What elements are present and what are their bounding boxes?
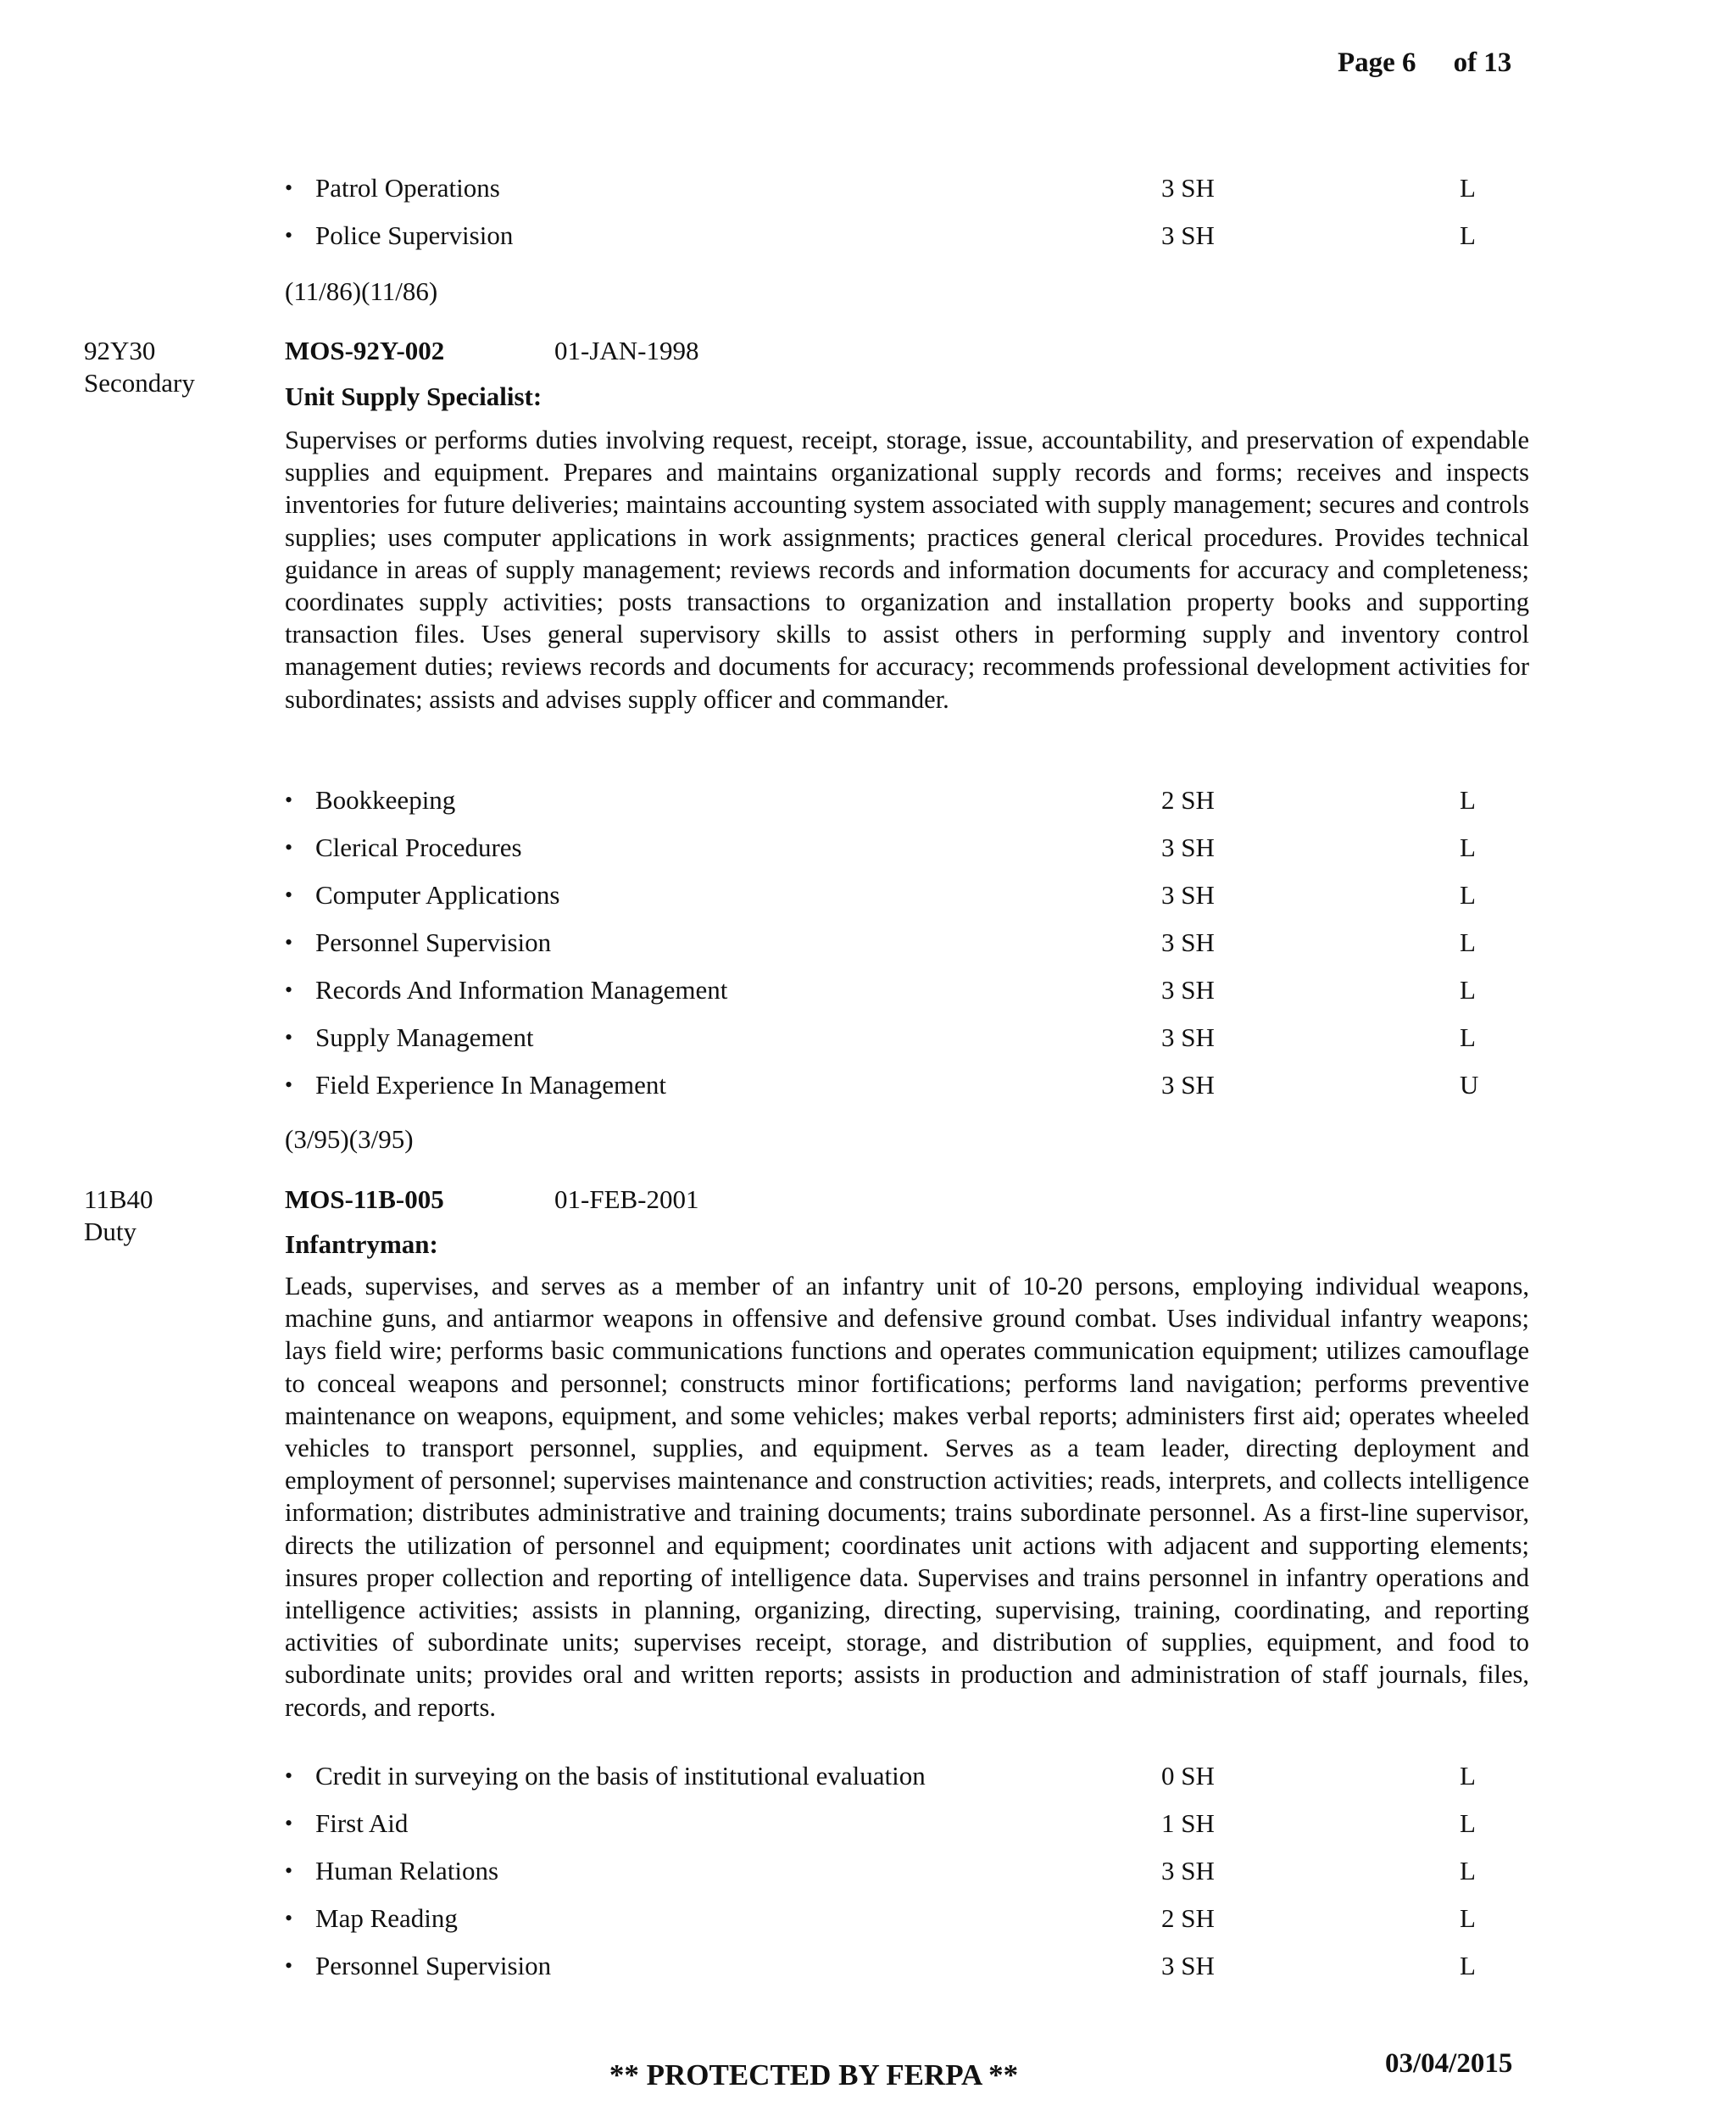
mos-date: 01-FEB-2001 <box>554 1184 699 1214</box>
course-level: L <box>1460 785 1476 815</box>
mos-description: Supervises or performs duties involving request, receipt, storage, issue, accountability, and preservation of expendable supplies and equipment. Prepares and maintains organizational supply records and forms; receives and inspects inventories for future deliveries; maintains accounting system associated with supply management; secures and controls supplies; uses computer applications in work assignments; practices general clerical procedures. Provides technical guidance in areas of supply management; reviews records and information documents for accuracy and completeness; coordinates supply activities; posts transactions to organization and installation property books and supporting transaction files. Uses general supervisory skills to assist others in performing supply and inventory control management duties; reviews records and documents for accuracy; recommends professional development activities for subordinates; assists and advises supply officer and commander. <box>285 426 1529 714</box>
bullet-icon: • <box>285 1953 293 1978</box>
bullet-icon: • <box>285 788 293 812</box>
course-name: Records And Information Management <box>315 975 728 1005</box>
course-name: First Aid <box>315 1808 409 1838</box>
course-hours: 3 SH <box>1161 833 1215 862</box>
mos-code-left: 11B40 <box>84 1184 153 1214</box>
bullet-icon: • <box>285 1811 293 1835</box>
course-name: Field Experience In Management <box>315 1070 667 1100</box>
course-name: Map Reading <box>315 1903 458 1933</box>
mos-title: Infantryman: <box>285 1229 438 1259</box>
course-name: Patrol Operations <box>315 173 500 203</box>
mos-type: Secondary <box>84 368 195 398</box>
course-name: Personnel Supervision <box>315 1951 552 1980</box>
course-level: L <box>1460 1903 1476 1933</box>
course-level: L <box>1460 173 1476 203</box>
course-level: L <box>1460 880 1476 910</box>
bullet-icon: • <box>285 1025 293 1050</box>
course-name: Credit in surveying on the basis of institutional evaluation <box>315 1761 926 1791</box>
course-level: U <box>1460 1070 1479 1100</box>
bullet-icon: • <box>285 977 293 1002</box>
course-level: L <box>1460 975 1476 1005</box>
footer-date: 03/04/2015 <box>1385 2048 1513 2079</box>
course-name: Supply Management <box>315 1022 534 1052</box>
mos-left-column <box>84 335 195 399</box>
course-hours: 3 SH <box>1161 1951 1215 1980</box>
course-level: L <box>1460 1951 1476 1980</box>
course-hours: 3 SH <box>1161 1856 1215 1885</box>
mos-title: Unit Supply Specialist: <box>285 382 542 411</box>
course-hours: 3 SH <box>1161 173 1215 203</box>
page-label: Page 6 <box>1338 47 1416 78</box>
mos-id: MOS-11B-005 <box>285 1184 444 1214</box>
bullet-icon: • <box>285 1858 293 1883</box>
course-hours: 3 SH <box>1161 975 1215 1005</box>
bullet-icon: • <box>285 930 293 955</box>
course-level: L <box>1460 1856 1476 1885</box>
course-name: Computer Applications <box>315 880 560 910</box>
course-hours: 3 SH <box>1161 1022 1215 1052</box>
bullet-icon: • <box>285 223 293 248</box>
course-name: Police Supervision <box>315 220 514 250</box>
ferpa-notice: ** PROTECTED BY FERPA ** <box>609 2058 1019 2091</box>
course-level: L <box>1460 833 1476 862</box>
course-level: L <box>1460 927 1476 957</box>
course-name: Personnel Supervision <box>315 927 552 957</box>
course-level: L <box>1460 1022 1476 1052</box>
course-level: L <box>1460 220 1476 250</box>
course-hours: 3 SH <box>1161 927 1215 957</box>
mos-left-column <box>84 1184 153 1248</box>
mos-date: 01-JAN-1998 <box>554 336 699 365</box>
bullet-icon: • <box>285 175 293 200</box>
course-hours: 2 SH <box>1161 785 1215 815</box>
bullet-icon: • <box>285 1763 293 1788</box>
page-total: of 13 <box>1453 47 1512 78</box>
course-level: L <box>1460 1808 1476 1838</box>
course-name: Bookkeeping <box>315 785 456 815</box>
date-note: (3/95)(3/95) <box>285 1124 414 1154</box>
mos-code-left: 92Y30 <box>84 336 156 365</box>
bullet-icon: • <box>285 1072 293 1097</box>
course-hours: 2 SH <box>1161 1903 1215 1933</box>
course-name: Human Relations <box>315 1856 499 1885</box>
mos-type: Duty <box>84 1217 136 1246</box>
mos-description: Leads, supervises, and serves as a member of an infantry unit of 10-20 persons, employing individual weapons, machine guns, and antiarmor weapons in offensive and defensive ground combat. Uses individual infantry weapons; lays field wire; performs basic communications functions and operates communication equipment; utilizes camouflage to conceal weapons and personnel; constructs minor fortifications; performs land navigation; performs preventive maintenance on weapons, equipment, and some vehicles; makes verbal reports; administers first aid; operates wheeled vehicles to transport personnel, supplies, and equipment. Serves as a team leader, directing deployment and employment of personnel; supervises maintenance and construction activities; reads, interprets, and collects intelligence information; distributes administrative and training documents; trains subordinate personnel. As a first-line supervisor, directs the utilization of personnel and equipment; coordinates unit actions with adjacent and supporting elements; insures proper collection and reporting of intelligence data. Supervises and trains personnel in infantry operations and intelligence activities; assists in planning, organizing, directing, supervising, training, coordinating, and reporting activities of subordinate units; supervises receipt, storage, and distribution of supplies, equipment, and food to subordinate units; provides oral and written reports; assists in production and administration of staff journals, files, records, and reports. <box>285 1272 1529 1722</box>
bullet-icon: • <box>285 1906 293 1930</box>
course-hours: 1 SH <box>1161 1808 1215 1838</box>
course-name: Clerical Procedures <box>315 833 522 862</box>
course-hours: 3 SH <box>1161 1070 1215 1100</box>
course-hours: 3 SH <box>1161 880 1215 910</box>
course-level: L <box>1460 1761 1476 1791</box>
course-hours: 3 SH <box>1161 220 1215 250</box>
mos-id: MOS-92Y-002 <box>285 336 445 365</box>
date-note: (11/86)(11/86) <box>285 276 438 306</box>
course-hours: 0 SH <box>1161 1761 1215 1791</box>
bullet-icon: • <box>285 835 293 860</box>
page-number <box>1338 47 1511 79</box>
bullet-icon: • <box>285 883 293 907</box>
